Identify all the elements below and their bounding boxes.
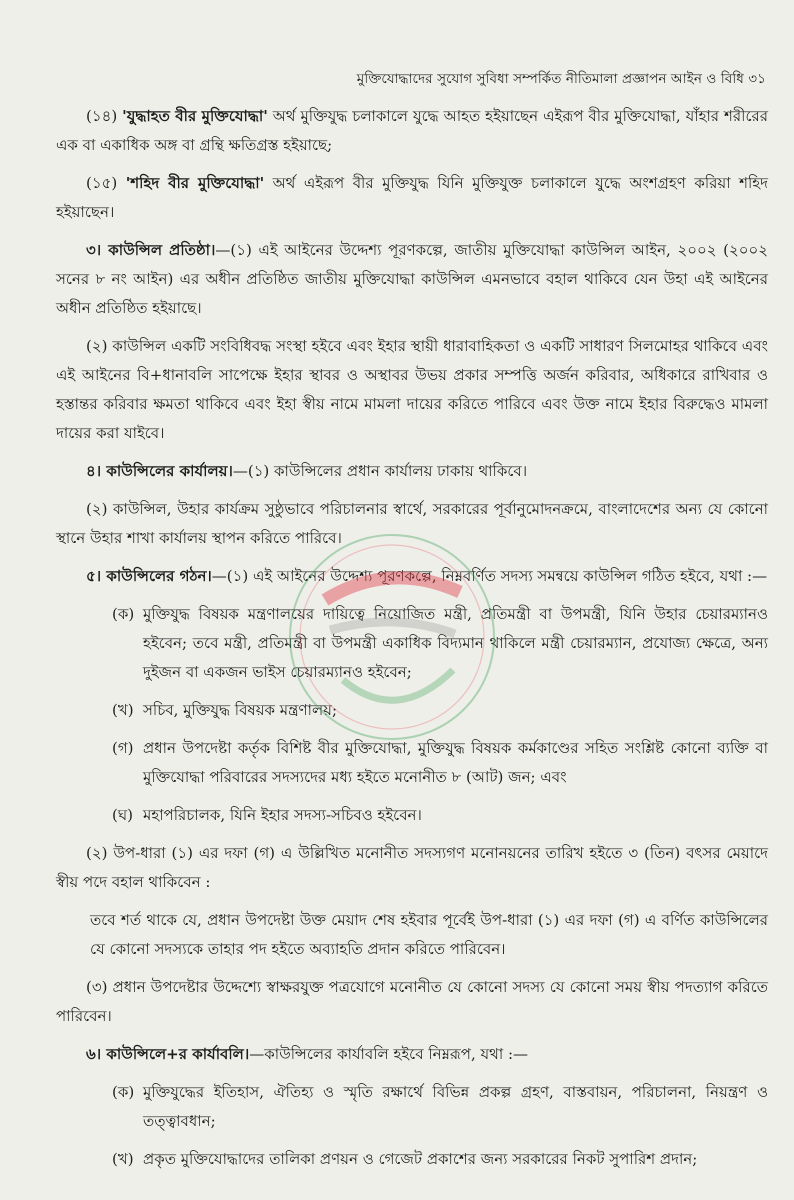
section-heading: ৩। কাউন্সিল প্রতিষ্ঠা। <box>86 241 216 259</box>
item-label: (গ) <box>112 739 134 757</box>
stamp-red-swoosh <box>325 578 460 600</box>
watermark-stamp <box>285 530 500 745</box>
stamp-outer-ring <box>290 535 494 739</box>
section-5-proviso: তবে শর্ত থাকে যে, প্রধান উপদেষ্টা উক্ত মেয়াদ শেষ হইবার পূর্বেই উপ-ধারা (১) এর দফা (গ) এ বর্ণিত কাউন্সিলের যে কোনো সদস্যকে তাহার পদ হইতে অব্যাহতি প্রদান করিতে পারিবেন। <box>90 911 768 958</box>
item-text: প্রকৃত মুক্তিযোদ্ধাদের তালিকা প্রণয়ন ও গেজেট প্রকাশের জন্য সরকারের নিকট সুপারিশ প্রদান; <box>143 1150 698 1168</box>
item-label: (ঘ) <box>112 806 133 824</box>
section-5-clause-3: (৩) প্রধান উপদেষ্টার উদ্দেশ্যে স্বাক্ষরযুক্ত পত্রযোগে মনোনীত যে কোনো সদস্য যে কোনো সময় স্বীয় পদত্যাগ করিতে পারিবেন। <box>56 978 768 1025</box>
definition-number: (১৫) <box>86 174 118 192</box>
definition-15 <box>56 169 768 227</box>
section-4-clause-1 <box>56 457 768 486</box>
running-header: মুক্তিযোদ্ধাদের সুযোগ সুবিধা সম্পর্কিত নীতিমালা প্রজ্ঞাপন আইন ও বিধি ৩১ <box>356 71 766 87</box>
definition-text: অর্থ এইরূপ বীর মুক্তিযুদ্ধ যিনি মুক্তিযুক্ত চলাকালে যুদ্ধে অংশগ্রহণ করিয়া শহিদ হইয়াছেন। <box>56 174 768 221</box>
item-label: (খ) <box>112 701 134 719</box>
clause-text: —(১) এই আইনের উদ্দেশ্য পূরণকল্পে, জাতীয় মুক্তিযোদ্ধা কাউন্সিল আইন, ২০০২ (২০০২ সনের ৮ নং আইন) এর অধীন প্রতিষ্ঠিত জাতীয় মুক্তিযোদ্ধা কাউন্সিল এমনভাবে বহাল থাকিবে যেন উহা এই আইনের অধীন প্রতিষ্ঠিত হইয়াছে। <box>56 241 768 317</box>
section-5-clause-2: (২) উপ-ধারা (১) এর দফা (গ) এ উল্লিখিত মনোনীত সদস্যগণ মনোনয়নের তারিখ হইতে ৩ (তিন) বৎসর মেয়াদে স্বীয় পদে বহাল থাকিবেন : <box>56 844 768 891</box>
item-label: (ক) <box>112 1083 135 1101</box>
section-heading: ৬। কাউন্সিলে+র কার্যাবলি। <box>86 1045 250 1063</box>
section-4-clause-2: (২) কাউন্সিল, উহার কার্যক্রম সুষ্ঠুভাবে পরিচালনার স্বার্থে, সরকারের পূর্বানুমোদনক্রমে, বাংলাদেশের অন্য যে কোনো স্থানে উহার শাখা কার্যালয় স্থাপন করিতে পারিবে। <box>56 500 768 547</box>
clause-text: —(১) কাউন্সিলের প্রধান কার্যালয় ঢাকায় থাকিবে। <box>232 462 528 480</box>
clause-text: —(১) এই আইনের উদ্দেশ্য পূরণকল্পে, নিম্নবর্ণিত সদস্য সমন্বয়ে কাউন্সিল গঠিত হইবে, যথা :— <box>211 567 768 585</box>
definition-14 <box>56 102 768 160</box>
section-6-clause-1 <box>56 1040 768 1069</box>
item-text: মুক্তিযুদ্ধ বিষয়ক মন্ত্রণালয়ের দায়িত্বে নিয়োজিত মন্ত্রী, প্রতিমন্ত্রী বা উপমন্ত্রী, যিনি উহার চেয়ারম্যানও হইবেন; তবে মন্ত্রী, প্রতিমন্ত্রী বা উপমন্ত্রী একাধিক বিদ্যমান থাকিলে মন্ত্রী চেয়ারম্যান, প্রযোজ্য ক্ষেত্রে, অন্য দুইজন বা একজন ভাইস চেয়ারম্যানও হইবেন; <box>143 605 768 681</box>
stamp-gray-swoosh <box>330 622 455 634</box>
definition-number: (১৪) <box>86 107 118 125</box>
item-text: মহাপরিচালক, যিনি ইহার সদস্য-সচিবও হইবেন। <box>143 806 422 824</box>
definition-term: 'শহিদ বীর মুক্তিযোদ্ধা' <box>125 174 265 192</box>
item-label: (খ) <box>112 1150 134 1168</box>
item-text: সচিব, মুক্তিযুদ্ধ বিষয়ক মন্ত্রণালয়; <box>143 701 338 719</box>
section-3-clause-1 <box>56 236 768 323</box>
list-item <box>56 801 768 830</box>
definition-text: অর্থ মুক্তিযুদ্ধ চলাকালে যুদ্ধে আহত হইয়াছেন এইরূপ বীর মুক্তিযোদ্ধা, যাঁহার শরীরের এক বা একাধিক অঙ্গ বা গ্রন্থি ক্ষতিগ্রস্ত হইয়াছে; <box>56 107 768 154</box>
list-item <box>56 1145 768 1174</box>
section-heading: ৫। কাউন্সিলের গঠন। <box>86 567 212 585</box>
item-text: প্রধান উপদেষ্টা কর্তৃক বিশিষ্ট বীর মুক্তিযোদ্ধা, মুক্তিযুদ্ধ বিষয়ক কর্মকাণ্ডের সহিত সংশ্লিষ্ট কোনো ব্যক্তি বা মুক্তিযোদ্ধা পরিবারের সদস্যদের মধ্য হইতে মনোনীত ৮ (আট) জন; এবং <box>143 739 768 786</box>
section-3-clause-2: (২) কাউন্সিল একটি সংবিধিবদ্ধ সংস্থা হইবে এবং ইহার স্থায়ী ধারাবাহিকতা ও একটি সাধারণ সিলমোহর থাকিবে এবং এই আইনের বি+ধানাবলি সাপেক্ষে ইহার স্থাবর ও অস্থাবর উভয় প্রকার সম্পত্তি অর্জন করিবার, অধিকারে রাখিবার ও হস্তান্তর করিবার ক্ষমতা থাকিবে এবং ইহা স্বীয় নামে মামলা দায়ের করিতে পারিবে এবং উক্ত নামে ইহার বিরুদ্ধেও মামলা দায়ের করা যাইবে। <box>56 337 768 442</box>
stamp-green-arc <box>343 670 453 700</box>
item-text: মুক্তিযুদ্ধের ইতিহাস, ঐতিহ্য ও স্মৃতি রক্ষার্থে বিভিন্ন প্রকল্প গ্রহণ, বাস্তবায়ন, পরিচালনা, নিয়ন্ত্রণ ও তত্ত্বাবধান; <box>143 1083 768 1130</box>
section-heading: ৪। কাউন্সিলের কার্যালয়। <box>86 462 233 480</box>
definition-term: 'যুদ্ধাহত বীর মুক্তিযোদ্ধা' <box>122 107 268 125</box>
clause-text: —কাউন্সিলের কার্যাবলি হইবে নিম্নরূপ, যথা :— <box>249 1045 529 1063</box>
list-item <box>56 1078 768 1136</box>
item-label: (ক) <box>112 605 135 623</box>
